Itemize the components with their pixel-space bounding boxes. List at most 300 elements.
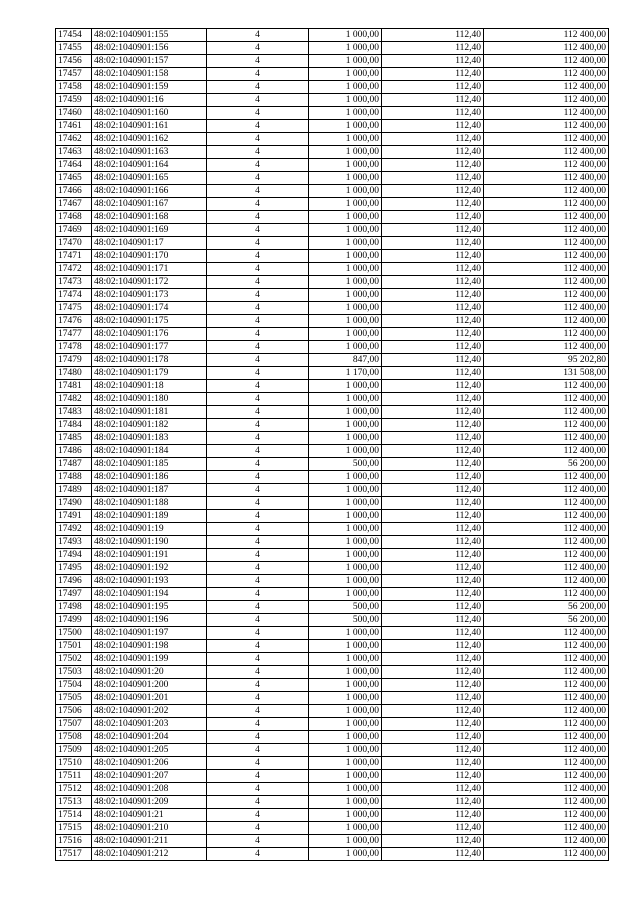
total-value-cell: 112 400,00 (484, 211, 609, 224)
area-cell: 1 000,00 (309, 341, 382, 354)
rate-cell: 112,40 (382, 68, 484, 81)
row-number-cell: 17501 (56, 640, 92, 653)
cadastral-number-cell: 48:02:1040901:192 (92, 562, 207, 575)
rate-cell: 112,40 (382, 185, 484, 198)
cadastral-number-cell: 48:02:1040901:168 (92, 211, 207, 224)
row-number-cell: 17517 (56, 848, 92, 861)
cadastral-number-cell: 48:02:1040901:16 (92, 94, 207, 107)
total-value-cell: 112 400,00 (484, 81, 609, 94)
category-cell: 4 (207, 172, 309, 185)
table-row (56, 796, 609, 809)
category-cell: 4 (207, 458, 309, 471)
table-row (56, 354, 609, 367)
table-row (56, 744, 609, 757)
total-value-cell: 112 400,00 (484, 679, 609, 692)
category-cell: 4 (207, 42, 309, 55)
row-number-cell: 17513 (56, 796, 92, 809)
row-number-cell: 17475 (56, 302, 92, 315)
area-cell: 1 000,00 (309, 211, 382, 224)
land-plot-table (55, 28, 609, 861)
table-row (56, 484, 609, 497)
row-number-cell: 17456 (56, 55, 92, 68)
rate-cell: 112,40 (382, 107, 484, 120)
rate-cell: 112,40 (382, 445, 484, 458)
row-number-cell: 17495 (56, 562, 92, 575)
category-cell: 4 (207, 536, 309, 549)
row-number-cell: 17487 (56, 458, 92, 471)
row-number-cell: 17496 (56, 575, 92, 588)
row-number-cell: 17473 (56, 276, 92, 289)
cadastral-number-cell: 48:02:1040901:204 (92, 731, 207, 744)
table-row (56, 29, 609, 42)
row-number-cell: 17458 (56, 81, 92, 94)
row-number-cell: 17506 (56, 705, 92, 718)
cadastral-number-cell: 48:02:1040901:166 (92, 185, 207, 198)
cadastral-number-cell: 48:02:1040901:190 (92, 536, 207, 549)
total-value-cell: 112 400,00 (484, 159, 609, 172)
area-cell: 1 000,00 (309, 289, 382, 302)
total-value-cell: 112 400,00 (484, 198, 609, 211)
category-cell: 4 (207, 666, 309, 679)
area-cell: 1 000,00 (309, 627, 382, 640)
category-cell: 4 (207, 692, 309, 705)
table-row (56, 159, 609, 172)
rate-cell: 112,40 (382, 133, 484, 146)
area-cell: 1 000,00 (309, 328, 382, 341)
table-row (56, 757, 609, 770)
table-row (56, 510, 609, 523)
row-number-cell: 17503 (56, 666, 92, 679)
rate-cell: 112,40 (382, 536, 484, 549)
table-row (56, 120, 609, 133)
rate-cell: 112,40 (382, 42, 484, 55)
cadastral-number-cell: 48:02:1040901:20 (92, 666, 207, 679)
total-value-cell: 112 400,00 (484, 289, 609, 302)
category-cell: 4 (207, 29, 309, 42)
area-cell: 1 000,00 (309, 237, 382, 250)
total-value-cell: 112 400,00 (484, 757, 609, 770)
rate-cell: 112,40 (382, 796, 484, 809)
rate-cell: 112,40 (382, 718, 484, 731)
total-value-cell: 112 400,00 (484, 250, 609, 263)
row-number-cell: 17512 (56, 783, 92, 796)
category-cell: 4 (207, 354, 309, 367)
cadastral-number-cell: 48:02:1040901:210 (92, 822, 207, 835)
table-row (56, 419, 609, 432)
cadastral-number-cell: 48:02:1040901:207 (92, 770, 207, 783)
row-number-cell: 17492 (56, 523, 92, 536)
table-row (56, 211, 609, 224)
total-value-cell: 112 400,00 (484, 380, 609, 393)
area-cell: 1 000,00 (309, 640, 382, 653)
cadastral-number-cell: 48:02:1040901:208 (92, 783, 207, 796)
row-number-cell: 17454 (56, 29, 92, 42)
total-value-cell: 112 400,00 (484, 848, 609, 861)
category-cell: 4 (207, 653, 309, 666)
category-cell: 4 (207, 471, 309, 484)
cadastral-number-cell: 48:02:1040901:184 (92, 445, 207, 458)
category-cell: 4 (207, 406, 309, 419)
table-row (56, 783, 609, 796)
category-cell: 4 (207, 796, 309, 809)
cadastral-number-cell: 48:02:1040901:193 (92, 575, 207, 588)
rate-cell: 112,40 (382, 757, 484, 770)
row-number-cell: 17486 (56, 445, 92, 458)
row-number-cell: 17479 (56, 354, 92, 367)
rate-cell: 112,40 (382, 419, 484, 432)
cadastral-number-cell: 48:02:1040901:177 (92, 341, 207, 354)
rate-cell: 112,40 (382, 770, 484, 783)
area-cell: 1 000,00 (309, 250, 382, 263)
table-row (56, 133, 609, 146)
cadastral-number-cell: 48:02:1040901:175 (92, 315, 207, 328)
row-number-cell: 17488 (56, 471, 92, 484)
category-cell: 4 (207, 588, 309, 601)
total-value-cell: 112 400,00 (484, 809, 609, 822)
table-row (56, 68, 609, 81)
row-number-cell: 17469 (56, 224, 92, 237)
total-value-cell: 131 508,00 (484, 367, 609, 380)
table-row (56, 588, 609, 601)
cadastral-number-cell: 48:02:1040901:191 (92, 549, 207, 562)
cadastral-number-cell: 48:02:1040901:183 (92, 432, 207, 445)
total-value-cell: 112 400,00 (484, 276, 609, 289)
cadastral-number-cell: 48:02:1040901:172 (92, 276, 207, 289)
table-row (56, 185, 609, 198)
area-cell: 1 000,00 (309, 796, 382, 809)
rate-cell: 112,40 (382, 575, 484, 588)
cadastral-number-cell: 48:02:1040901:196 (92, 614, 207, 627)
category-cell: 4 (207, 276, 309, 289)
table-body (56, 29, 609, 861)
cadastral-number-cell: 48:02:1040901:194 (92, 588, 207, 601)
area-cell: 1 000,00 (309, 172, 382, 185)
cadastral-number-cell: 48:02:1040901:187 (92, 484, 207, 497)
rate-cell: 112,40 (382, 276, 484, 289)
category-cell: 4 (207, 679, 309, 692)
total-value-cell: 112 400,00 (484, 783, 609, 796)
row-number-cell: 17511 (56, 770, 92, 783)
rate-cell: 112,40 (382, 328, 484, 341)
table-row (56, 380, 609, 393)
cadastral-number-cell: 48:02:1040901:173 (92, 289, 207, 302)
row-number-cell: 17476 (56, 315, 92, 328)
area-cell: 1 000,00 (309, 406, 382, 419)
category-cell: 4 (207, 757, 309, 770)
area-cell: 1 000,00 (309, 718, 382, 731)
table-row (56, 328, 609, 341)
cadastral-number-cell: 48:02:1040901:199 (92, 653, 207, 666)
cadastral-number-cell: 48:02:1040901:209 (92, 796, 207, 809)
table-row (56, 653, 609, 666)
area-cell: 1 000,00 (309, 198, 382, 211)
total-value-cell: 112 400,00 (484, 419, 609, 432)
table-row (56, 276, 609, 289)
total-value-cell: 112 400,00 (484, 471, 609, 484)
category-cell: 4 (207, 263, 309, 276)
row-number-cell: 17480 (56, 367, 92, 380)
cadastral-number-cell: 48:02:1040901:19 (92, 523, 207, 536)
table-row (56, 848, 609, 861)
table-row (56, 107, 609, 120)
table-row (56, 718, 609, 731)
rate-cell: 112,40 (382, 692, 484, 705)
category-cell: 4 (207, 250, 309, 263)
total-value-cell: 112 400,00 (484, 510, 609, 523)
total-value-cell: 56 200,00 (484, 614, 609, 627)
rate-cell: 112,40 (382, 523, 484, 536)
area-cell: 1 000,00 (309, 835, 382, 848)
category-cell: 4 (207, 575, 309, 588)
rate-cell: 112,40 (382, 198, 484, 211)
rate-cell: 112,40 (382, 289, 484, 302)
table-row (56, 536, 609, 549)
total-value-cell: 112 400,00 (484, 549, 609, 562)
total-value-cell: 112 400,00 (484, 588, 609, 601)
row-number-cell: 17483 (56, 406, 92, 419)
total-value-cell: 112 400,00 (484, 666, 609, 679)
category-cell: 4 (207, 159, 309, 172)
table-row (56, 289, 609, 302)
total-value-cell: 112 400,00 (484, 627, 609, 640)
area-cell: 1 000,00 (309, 107, 382, 120)
cadastral-number-cell: 48:02:1040901:164 (92, 159, 207, 172)
total-value-cell: 112 400,00 (484, 263, 609, 276)
rate-cell: 112,40 (382, 497, 484, 510)
row-number-cell: 17516 (56, 835, 92, 848)
category-cell: 4 (207, 614, 309, 627)
area-cell: 1 000,00 (309, 731, 382, 744)
area-cell: 1 000,00 (309, 536, 382, 549)
cadastral-number-cell: 48:02:1040901:181 (92, 406, 207, 419)
area-cell: 1 170,00 (309, 367, 382, 380)
table-row (56, 237, 609, 250)
table-row (56, 679, 609, 692)
table-row (56, 562, 609, 575)
row-number-cell: 17508 (56, 731, 92, 744)
total-value-cell: 112 400,00 (484, 718, 609, 731)
rate-cell: 112,40 (382, 458, 484, 471)
area-cell: 1 000,00 (309, 55, 382, 68)
row-number-cell: 17455 (56, 42, 92, 55)
table-row (56, 172, 609, 185)
cadastral-number-cell: 48:02:1040901:201 (92, 692, 207, 705)
category-cell: 4 (207, 835, 309, 848)
area-cell: 1 000,00 (309, 692, 382, 705)
table-row (56, 809, 609, 822)
rate-cell: 112,40 (382, 679, 484, 692)
category-cell: 4 (207, 627, 309, 640)
category-cell: 4 (207, 198, 309, 211)
table-row (56, 263, 609, 276)
category-cell: 4 (207, 367, 309, 380)
rate-cell: 112,40 (382, 666, 484, 679)
total-value-cell: 112 400,00 (484, 744, 609, 757)
cadastral-number-cell: 48:02:1040901:178 (92, 354, 207, 367)
category-cell: 4 (207, 55, 309, 68)
category-cell: 4 (207, 770, 309, 783)
category-cell: 4 (207, 549, 309, 562)
row-number-cell: 17489 (56, 484, 92, 497)
table-row (56, 458, 609, 471)
table-row (56, 445, 609, 458)
rate-cell: 112,40 (382, 367, 484, 380)
cadastral-number-cell: 48:02:1040901:205 (92, 744, 207, 757)
table-row (56, 432, 609, 445)
row-number-cell: 17466 (56, 185, 92, 198)
table-row (56, 198, 609, 211)
rate-cell: 112,40 (382, 341, 484, 354)
category-cell: 4 (207, 601, 309, 614)
area-cell: 1 000,00 (309, 666, 382, 679)
rate-cell: 112,40 (382, 29, 484, 42)
category-cell: 4 (207, 640, 309, 653)
rate-cell: 112,40 (382, 484, 484, 497)
total-value-cell: 112 400,00 (484, 120, 609, 133)
table-row (56, 341, 609, 354)
category-cell: 4 (207, 731, 309, 744)
row-number-cell: 17510 (56, 757, 92, 770)
table-row (56, 523, 609, 536)
total-value-cell: 112 400,00 (484, 432, 609, 445)
total-value-cell: 112 400,00 (484, 692, 609, 705)
row-number-cell: 17460 (56, 107, 92, 120)
row-number-cell: 17509 (56, 744, 92, 757)
category-cell: 4 (207, 120, 309, 133)
area-cell: 1 000,00 (309, 42, 382, 55)
rate-cell: 112,40 (382, 653, 484, 666)
area-cell: 1 000,00 (309, 263, 382, 276)
table-row (56, 666, 609, 679)
rate-cell: 112,40 (382, 705, 484, 718)
table-row (56, 601, 609, 614)
area-cell: 1 000,00 (309, 380, 382, 393)
rate-cell: 112,40 (382, 120, 484, 133)
category-cell: 4 (207, 744, 309, 757)
cadastral-number-cell: 48:02:1040901:186 (92, 471, 207, 484)
rate-cell: 112,40 (382, 237, 484, 250)
rate-cell: 112,40 (382, 250, 484, 263)
rate-cell: 112,40 (382, 172, 484, 185)
table-row (56, 367, 609, 380)
category-cell: 4 (207, 783, 309, 796)
table-row (56, 42, 609, 55)
cadastral-number-cell: 48:02:1040901:188 (92, 497, 207, 510)
area-cell: 1 000,00 (309, 68, 382, 81)
row-number-cell: 17499 (56, 614, 92, 627)
area-cell: 847,00 (309, 354, 382, 367)
rate-cell: 112,40 (382, 211, 484, 224)
table-row (56, 497, 609, 510)
total-value-cell: 112 400,00 (484, 770, 609, 783)
category-cell: 4 (207, 523, 309, 536)
total-value-cell: 112 400,00 (484, 523, 609, 536)
area-cell: 1 000,00 (309, 419, 382, 432)
cadastral-number-cell: 48:02:1040901:195 (92, 601, 207, 614)
total-value-cell: 112 400,00 (484, 653, 609, 666)
total-value-cell: 112 400,00 (484, 315, 609, 328)
category-cell: 4 (207, 328, 309, 341)
total-value-cell: 112 400,00 (484, 107, 609, 120)
rate-cell: 112,40 (382, 263, 484, 276)
area-cell: 1 000,00 (309, 562, 382, 575)
area-cell: 1 000,00 (309, 81, 382, 94)
category-cell: 4 (207, 211, 309, 224)
area-cell: 1 000,00 (309, 549, 382, 562)
row-number-cell: 17498 (56, 601, 92, 614)
table-row (56, 55, 609, 68)
area-cell: 1 000,00 (309, 393, 382, 406)
rate-cell: 112,40 (382, 393, 484, 406)
row-number-cell: 17493 (56, 536, 92, 549)
table-row (56, 224, 609, 237)
rate-cell: 112,40 (382, 835, 484, 848)
row-number-cell: 17459 (56, 94, 92, 107)
cadastral-number-cell: 48:02:1040901:206 (92, 757, 207, 770)
rate-cell: 112,40 (382, 159, 484, 172)
total-value-cell: 112 400,00 (484, 185, 609, 198)
cadastral-number-cell: 48:02:1040901:157 (92, 55, 207, 68)
row-number-cell: 17507 (56, 718, 92, 731)
total-value-cell: 112 400,00 (484, 172, 609, 185)
cadastral-number-cell: 48:02:1040901:167 (92, 198, 207, 211)
category-cell: 4 (207, 848, 309, 861)
cadastral-number-cell: 48:02:1040901:180 (92, 393, 207, 406)
area-cell: 1 000,00 (309, 159, 382, 172)
category-cell: 4 (207, 237, 309, 250)
total-value-cell: 112 400,00 (484, 445, 609, 458)
table-row (56, 627, 609, 640)
table-row (56, 471, 609, 484)
table-row (56, 692, 609, 705)
category-cell: 4 (207, 484, 309, 497)
rate-cell: 112,40 (382, 432, 484, 445)
table-row (56, 770, 609, 783)
table-row (56, 640, 609, 653)
category-cell: 4 (207, 445, 309, 458)
cadastral-number-cell: 48:02:1040901:212 (92, 848, 207, 861)
row-number-cell: 17484 (56, 419, 92, 432)
table-row (56, 146, 609, 159)
area-cell: 1 000,00 (309, 770, 382, 783)
cadastral-number-cell: 48:02:1040901:158 (92, 68, 207, 81)
category-cell: 4 (207, 146, 309, 159)
row-number-cell: 17482 (56, 393, 92, 406)
cadastral-number-cell: 48:02:1040901:200 (92, 679, 207, 692)
cadastral-number-cell: 48:02:1040901:160 (92, 107, 207, 120)
row-number-cell: 17463 (56, 146, 92, 159)
total-value-cell: 112 400,00 (484, 562, 609, 575)
category-cell: 4 (207, 718, 309, 731)
cadastral-number-cell: 48:02:1040901:203 (92, 718, 207, 731)
row-number-cell: 17464 (56, 159, 92, 172)
table-row (56, 81, 609, 94)
rate-cell: 112,40 (382, 224, 484, 237)
row-number-cell: 17477 (56, 328, 92, 341)
category-cell: 4 (207, 315, 309, 328)
area-cell: 1 000,00 (309, 744, 382, 757)
area-cell: 1 000,00 (309, 523, 382, 536)
category-cell: 4 (207, 302, 309, 315)
cadastral-number-cell: 48:02:1040901:163 (92, 146, 207, 159)
row-number-cell: 17491 (56, 510, 92, 523)
area-cell: 500,00 (309, 601, 382, 614)
area-cell: 1 000,00 (309, 783, 382, 796)
rate-cell: 112,40 (382, 731, 484, 744)
total-value-cell: 95 202,80 (484, 354, 609, 367)
area-cell: 1 000,00 (309, 276, 382, 289)
cadastral-number-cell: 48:02:1040901:165 (92, 172, 207, 185)
